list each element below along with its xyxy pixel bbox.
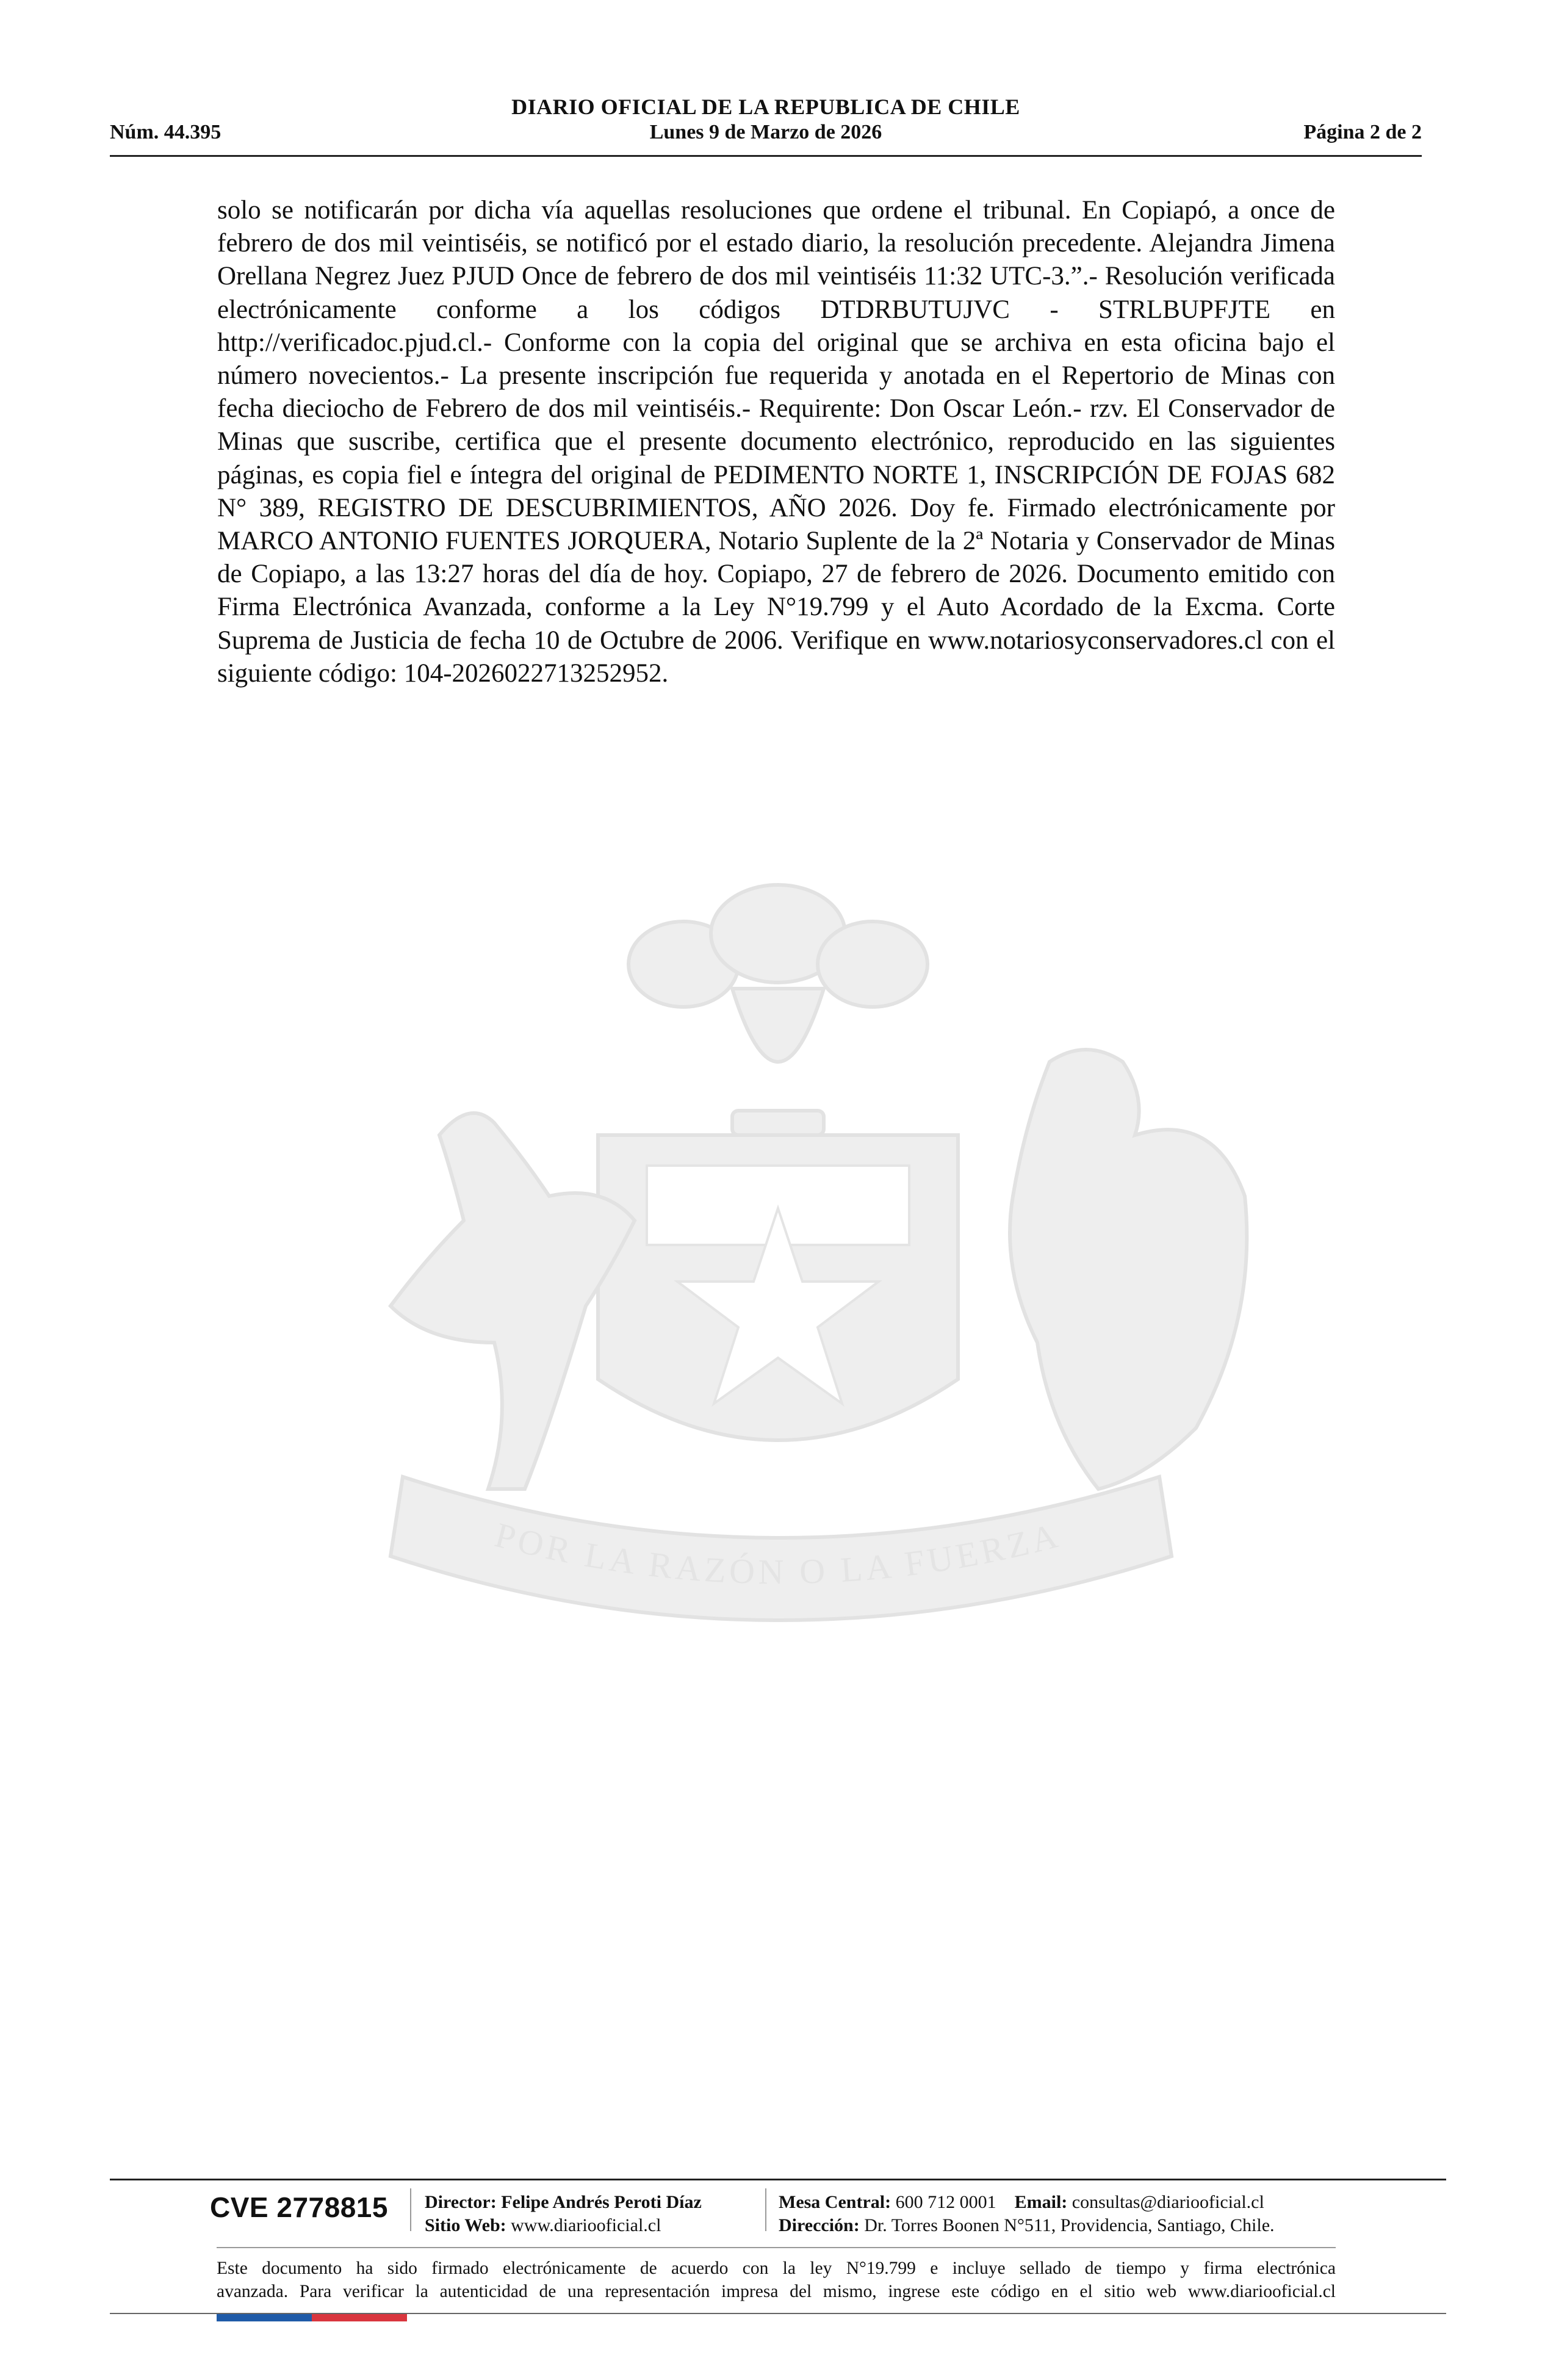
flag-stripe-blue xyxy=(217,2314,312,2321)
mesa-central-phone: 600 712 0001 xyxy=(895,2192,996,2212)
coat-of-arms-motto: POR LA RAZÓN O LA FUERZA xyxy=(491,1515,1065,1592)
cve-code: CVE 2778815 xyxy=(210,2191,388,2223)
footer-director-block xyxy=(425,2191,702,2237)
footer-contact-block xyxy=(779,2191,1275,2237)
signature-notice-line-1: Este documento ha sido firmado electrónicamente de acuerdo con la ley N°19.799 e incluye sellado de tiempo y firma electrónica xyxy=(217,2259,1336,2278)
footer-divider-middle xyxy=(217,2247,1336,2248)
address-label: Dirección: xyxy=(779,2215,860,2235)
newspaper-title: DIARIO OFICIAL DE LA REPUBLICA DE CHILE xyxy=(511,95,1020,119)
email-link[interactable]: consultas@diariooficial.cl xyxy=(1072,2192,1264,2212)
flag-stripe-red xyxy=(312,2314,407,2321)
director-label: Director: xyxy=(425,2192,497,2212)
footer-divider-top xyxy=(110,2179,1446,2180)
header-divider xyxy=(110,155,1422,157)
page-header xyxy=(110,94,1422,155)
director-name: Felipe Andrés Peroti Díaz xyxy=(501,2192,702,2212)
coat-of-arms-watermark xyxy=(207,879,1349,1672)
signature-notice xyxy=(217,2257,1336,2303)
body-paragraph: solo se notificarán por dicha vía aquellas resoluciones que ordene el tribunal. En Copiapó, a once de febrero de dos mil veintiséis, se notificó por el estado diario, la resolución precedente. Alejandra Jimena Orellana Negrez Juez PJUD Once de febrero de dos mil veintiséis 11:32 UTC-3.”.- Resolución verificada electrónicamente conforme a los códigos DTDRBUTUJVC - STRLBUPFJTE en http://verificadoc.pjud.cl.- Conforme con la copia del original que se archiva en esta oficina bajo el número novecientos.- La presente inscripción fue requerida y anotada en el Repertorio de Minas con fecha dieciocho de Febrero de dos mil veintiséis.- Requirente: Don Oscar León.- rzv. El Conservador de Minas que suscribe, certifica que el presente documento electrónico, reproducido en las siguientes páginas, es copia fiel e íntegra del original de PEDIMENTO NORTE 1, INSCRIPCIÓN DE FOJAS 682 N° 389, REGISTRO DE DESCUBRIMIENTOS, AÑO 2026. Doy fe. Firmado electrónicamente por MARCO ANTONIO FUENTES JORQUERA, Notario Suplente de la 2ª Notaria y Conservador de Minas de Copiapo, a las 13:27 horas del día de hoy. Copiapo, 27 de febrero de 2026. Documento emitido con Firma Electrónica Avanzada, conforme a la Ley N°19.799 y el Auto Acordado de la Excma. Corte Suprema de Justicia de fecha 10 de Octubre de 2006. Verifique en www.notariosyconservadores.cl con el siguiente código: 104-2026022713252952. xyxy=(217,196,1335,688)
issue-date: Lunes 9 de Marzo de 2026 xyxy=(649,121,882,143)
signature-notice-line-2: avanzada. Para verificar la autenticidad de una representación impresa del mismo, ingrese este código en el sitio web www.diariooficial.cl xyxy=(217,2282,1336,2301)
address-value: Dr. Torres Boonen N°511, Providencia, Santiago, Chile. xyxy=(864,2215,1275,2235)
website-label: Sitio Web: xyxy=(425,2215,506,2235)
page-number: Página 2 de 2 xyxy=(1303,121,1422,143)
issue-number: Núm. 44.395 xyxy=(110,121,222,143)
mesa-central-label: Mesa Central: xyxy=(779,2192,891,2212)
email-label: Email: xyxy=(1014,2192,1068,2212)
website-link[interactable]: www.diariooficial.cl xyxy=(511,2215,661,2235)
footer-separator xyxy=(765,2188,766,2231)
footer-separator xyxy=(410,2188,411,2231)
document-body xyxy=(217,194,1335,690)
